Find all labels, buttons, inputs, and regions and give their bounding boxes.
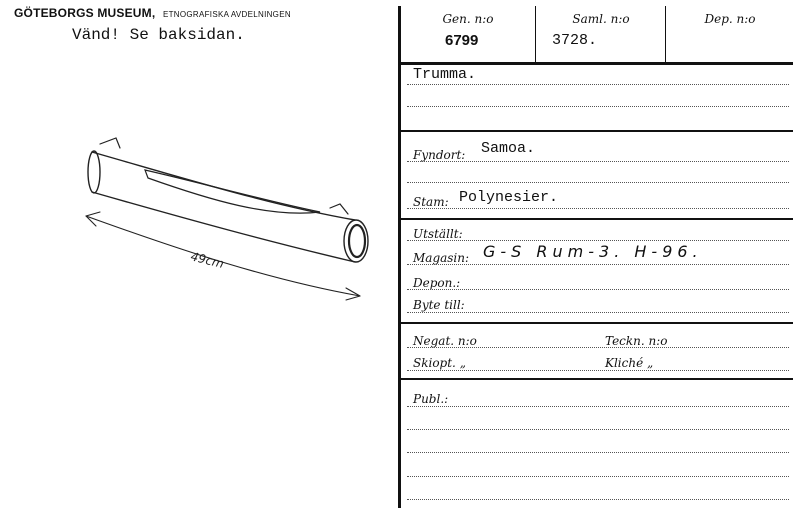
fyndort-value: Samoa. xyxy=(481,140,536,157)
museum-name: GÖTEBORGS MUSEUM, xyxy=(14,6,156,20)
stam-label: Stam: xyxy=(413,195,449,209)
gen-number-cell xyxy=(401,6,535,62)
dotted-rule xyxy=(407,347,789,348)
dotted-rule xyxy=(407,182,789,183)
teckn-label: Teckn. n:o xyxy=(605,334,668,348)
dep-number-label: Dep. n:o xyxy=(704,12,756,26)
section-divider xyxy=(401,322,793,324)
drum-sketch xyxy=(70,130,380,310)
dotted-rule xyxy=(407,312,789,313)
depon-label: Depon.: xyxy=(413,276,461,290)
utstallt-label: Utställt: xyxy=(413,227,463,241)
section-divider xyxy=(401,218,793,220)
dotted-rule xyxy=(407,370,789,371)
section-divider xyxy=(401,378,793,380)
fyndort-label: Fyndort: xyxy=(413,148,466,162)
dotted-rule xyxy=(407,240,789,241)
saml-number-cell xyxy=(535,6,666,62)
turn-over-note: Vänd! Se baksidan. xyxy=(72,26,245,44)
gen-number-label: Gen. n:o xyxy=(442,12,494,26)
dotted-rule xyxy=(407,264,789,265)
skiopt-label: Skiopt. „ xyxy=(413,356,466,370)
object-name: Trumma. xyxy=(413,66,477,83)
drum-left-end xyxy=(88,151,100,193)
dotted-rule xyxy=(407,452,789,453)
dotted-rule xyxy=(407,208,789,209)
dotted-rule xyxy=(407,161,789,162)
measurement-label: 49cm xyxy=(189,249,226,272)
publ-label: Publ.: xyxy=(413,392,449,406)
dotted-rule xyxy=(407,289,789,290)
drum-body-bottom xyxy=(92,192,355,262)
saml-number-value: 3728. xyxy=(552,32,598,49)
saml-number-label: Saml. n:o xyxy=(572,12,630,26)
byte-till-label: Byte till: xyxy=(413,298,465,312)
magasin-value: G-S Rum-3. H-96. xyxy=(483,242,703,261)
dep-number-cell xyxy=(665,6,794,62)
drum-slit xyxy=(145,170,320,213)
museum-header xyxy=(14,6,291,20)
section-divider xyxy=(401,130,793,132)
dotted-rule xyxy=(407,429,789,430)
kliche-label: Kliché „ xyxy=(605,356,654,370)
dotted-rule xyxy=(407,476,789,477)
dotted-rule xyxy=(407,84,789,85)
number-row xyxy=(401,6,793,65)
catalog-card-fields xyxy=(398,6,793,508)
dotted-rule xyxy=(407,499,789,500)
stam-value: Polynesier. xyxy=(459,189,559,206)
gen-number-value: 6799 xyxy=(445,32,479,49)
dotted-rule xyxy=(407,406,789,407)
negat-label: Negat. n:o xyxy=(413,334,477,348)
drum-body-top xyxy=(92,152,355,220)
dotted-rule xyxy=(407,106,789,107)
department-name: ETNOGRAFISKA AVDELNINGEN xyxy=(162,10,291,19)
magasin-label: Magasin: xyxy=(413,251,470,265)
